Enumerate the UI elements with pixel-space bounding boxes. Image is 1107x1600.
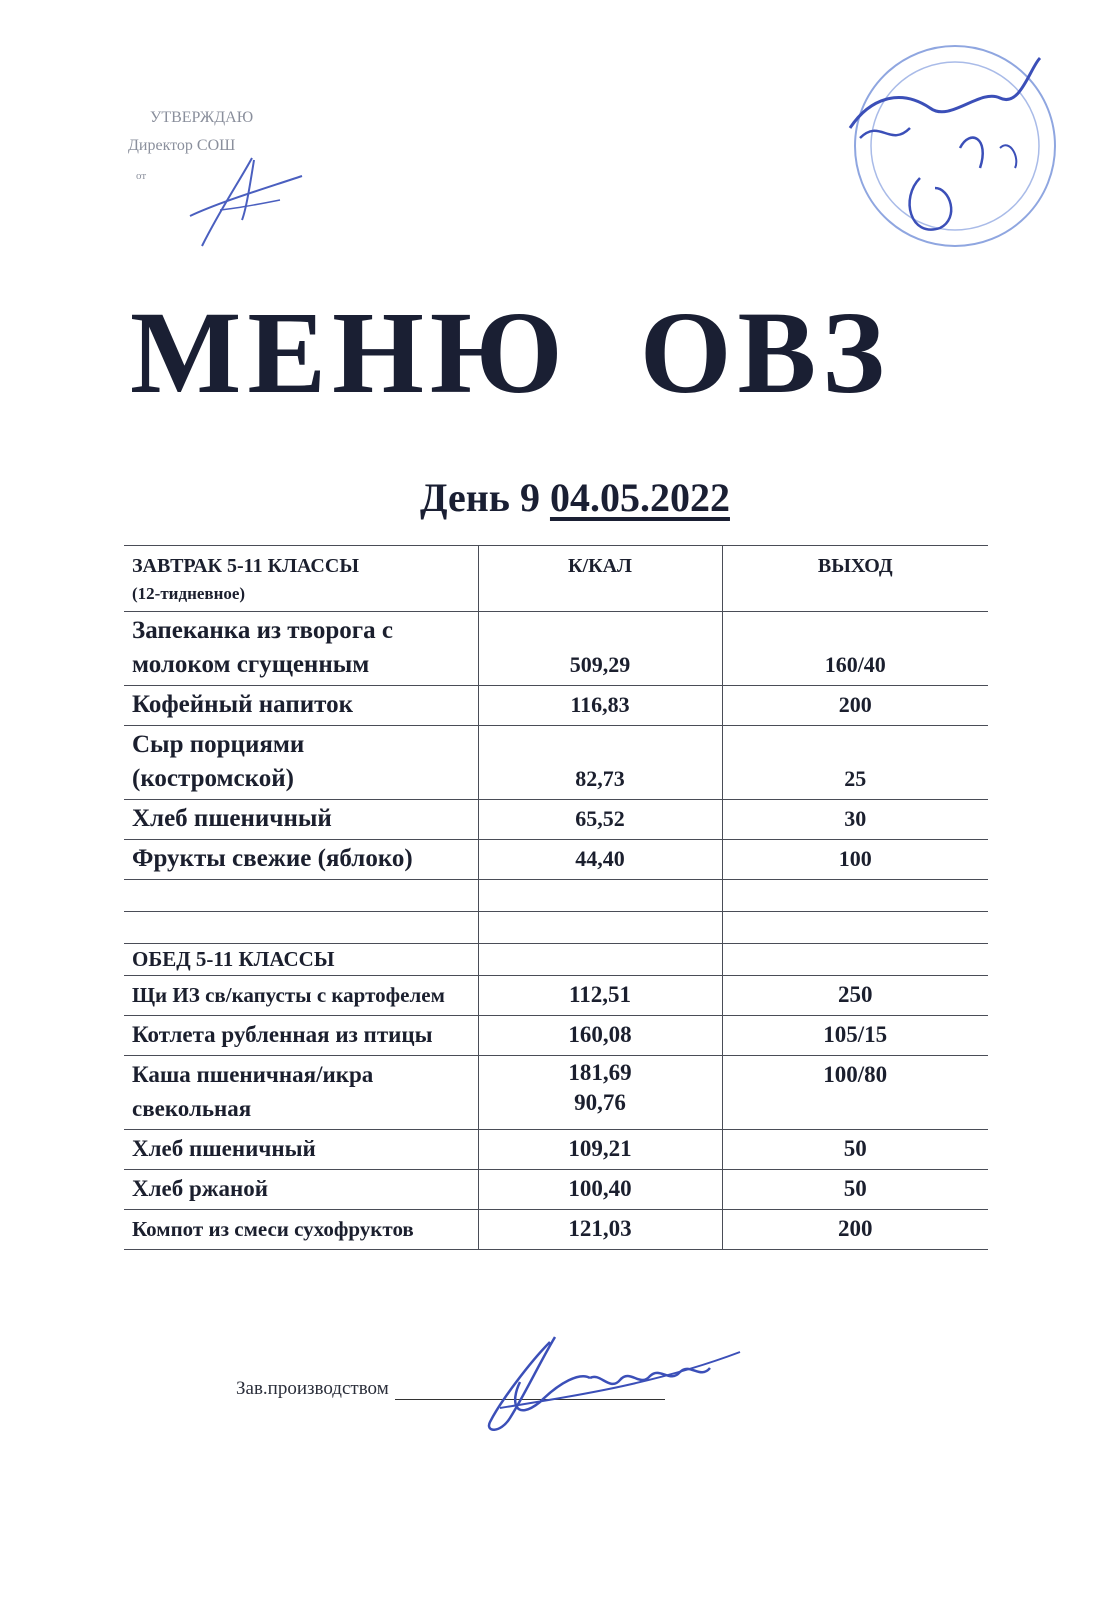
empty-cell <box>722 944 988 976</box>
dish-kcal: 82,73 <box>478 726 722 800</box>
dish-kcal: 116,83 <box>478 686 722 726</box>
dish-portion: 30 <box>722 800 988 840</box>
header-meal-title: ЗАВТРАК 5-11 КЛАССЫ <box>132 555 359 577</box>
dish-kcal: 100,40 <box>478 1170 722 1210</box>
empty-cell <box>124 912 478 944</box>
dish-name: Запеканка из творога с молоком сгущенным <box>124 612 478 686</box>
table-row <box>124 1056 988 1130</box>
approval-date-prefix: от <box>136 170 147 182</box>
approval-title: УТВЕРЖДАЮ <box>150 109 254 126</box>
dish-kcal: 112,51 <box>478 976 722 1016</box>
dish-name: Каша пшеничная/икра свекольная <box>124 1056 478 1130</box>
header-meal-cell <box>124 546 478 612</box>
empty-cell <box>478 880 722 912</box>
table-row <box>124 1130 988 1170</box>
dish-name: Компот из смеси сухофруктов <box>124 1210 478 1250</box>
table-row <box>124 800 988 840</box>
empty-cell <box>478 912 722 944</box>
manager-signature-icon <box>470 1322 750 1442</box>
table-row <box>124 976 988 1016</box>
dish-kcal: 121,03 <box>478 1210 722 1250</box>
dish-name: Кофейный напиток <box>124 686 478 726</box>
table-row <box>124 1170 988 1210</box>
dish-kcal: 44,40 <box>478 840 722 880</box>
empty-row <box>124 880 988 912</box>
production-manager-label: Зав.производством <box>236 1378 389 1399</box>
dish-name: Хлеб пшеничный <box>124 1130 478 1170</box>
table-row <box>124 726 988 800</box>
dish-kcal: 109,21 <box>478 1130 722 1170</box>
dish-kcal: 181,69 90,76 <box>478 1056 722 1130</box>
header-portion: ВЫХОД <box>722 546 988 612</box>
dish-name: Хлеб пшеничный <box>124 800 478 840</box>
table-row <box>124 1210 988 1250</box>
lunch-section-row <box>124 944 988 976</box>
lunch-section-title: ОБЕД 5-11 КЛАССЫ <box>124 944 478 976</box>
dish-portion: 100/80 <box>722 1056 988 1130</box>
page-title: МЕНЮ ОВЗ <box>130 287 891 418</box>
menu-table <box>124 545 988 1250</box>
director-signature-icon <box>180 150 320 260</box>
dish-portion: 105/15 <box>722 1016 988 1056</box>
empty-cell <box>722 880 988 912</box>
table-row <box>124 1016 988 1056</box>
dish-portion: 25 <box>722 726 988 800</box>
dish-portion: 200 <box>722 1210 988 1250</box>
table-header-row <box>124 546 988 612</box>
dish-portion: 50 <box>722 1170 988 1210</box>
dish-portion: 50 <box>722 1130 988 1170</box>
dish-name: Фрукты свежие (яблоко) <box>124 840 478 880</box>
empty-row <box>124 912 988 944</box>
table-row <box>124 686 988 726</box>
dish-name: Хлеб ржаной <box>124 1170 478 1210</box>
dish-kcal: 160,08 <box>478 1016 722 1056</box>
day-label: День 9 <box>420 475 540 520</box>
empty-cell <box>478 944 722 976</box>
empty-cell <box>124 880 478 912</box>
dish-portion: 160/40 <box>722 612 988 686</box>
header-meal-subtitle: (12-тидневное) <box>132 584 246 603</box>
dish-name: Сыр порциями (костромской) <box>124 726 478 800</box>
header-kcal: К/КАЛ <box>478 546 722 612</box>
dish-portion: 200 <box>722 686 988 726</box>
dish-kcal: 65,52 <box>478 800 722 840</box>
dish-portion: 100 <box>722 840 988 880</box>
day-line <box>420 474 730 521</box>
dish-name: Котлета рубленная из птицы <box>124 1016 478 1056</box>
dish-kcal: 509,29 <box>478 612 722 686</box>
table-row <box>124 612 988 686</box>
empty-cell <box>722 912 988 944</box>
school-stamp-icon <box>840 28 1060 258</box>
dish-name: Щи ИЗ св/капусты с картофелем <box>124 976 478 1016</box>
approval-position: Директор СОШ <box>128 137 236 154</box>
dish-portion: 250 <box>722 976 988 1016</box>
day-date: 04.05.2022 <box>549 475 730 520</box>
table-row <box>124 840 988 880</box>
